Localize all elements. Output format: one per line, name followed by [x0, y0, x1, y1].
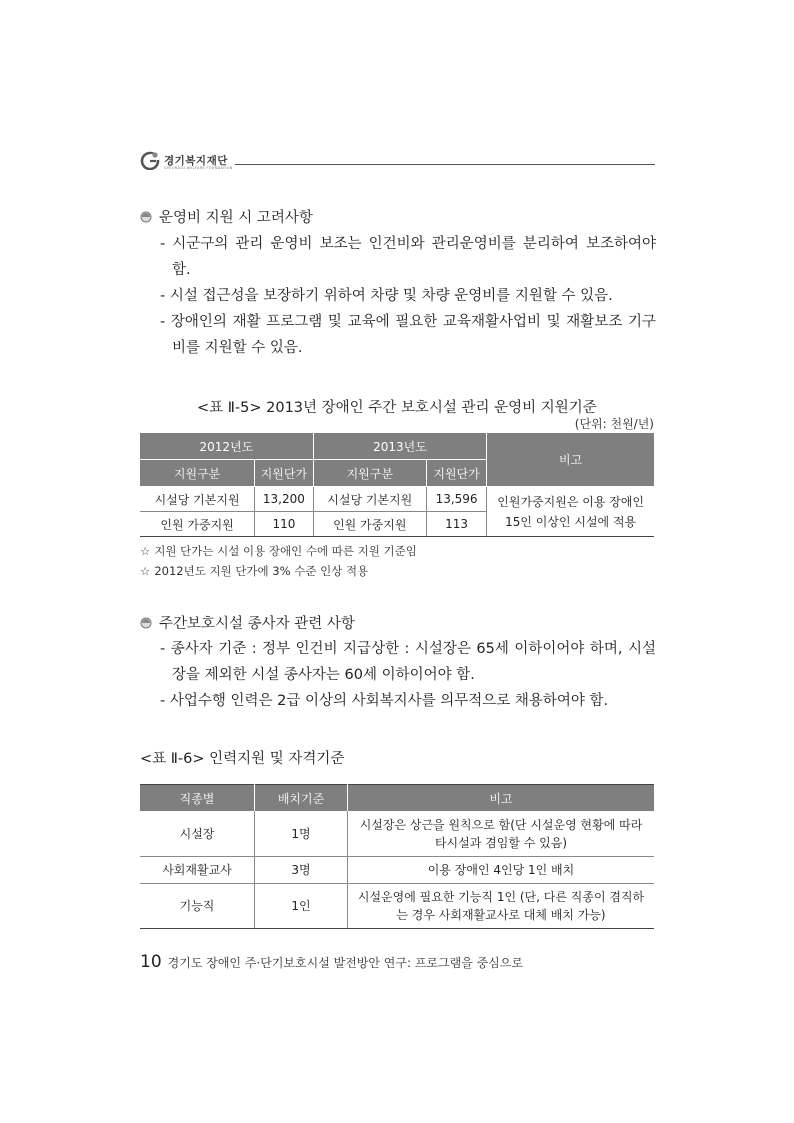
section2-item: - 사업수행 인력은 2급 이상의 사회복지사를 의무적으로 채용하여야 함.: [160, 693, 609, 709]
table-cell: 인원 가중지원: [140, 512, 255, 537]
table-row: [140, 884, 654, 929]
section2-heading-text: 주간보호시설 종사자 관련 사항: [159, 616, 355, 632]
footer-title: 경기도 장애인 주·단기보호시설 발전방안 연구: 프로그램을 중심으로: [167, 956, 523, 970]
table1-note: [140, 543, 417, 559]
table1-remark-header: 비고: [487, 433, 654, 487]
section1-item: - 장애인의 재활 프로그램 및 교육에 필요한 교육재활사업비 및 재활보조 기구비를 지원할 수 있음.: [160, 314, 656, 356]
star-icon: ☆: [140, 544, 151, 558]
table-cell: 이용 장애인 4인당 1인 배치: [348, 857, 655, 884]
star-icon: ☆: [140, 564, 151, 578]
table-cell: 13,596: [426, 487, 486, 512]
table-row: [140, 487, 654, 512]
foundation-logo-icon: [140, 150, 160, 170]
table-cell: 3명: [255, 857, 348, 884]
org-name: 경기복지재단: [164, 155, 228, 167]
table1-subheader: 지원구분: [313, 460, 426, 487]
section1-item: - 시군구의 관리 운영비 보조는 인건비와 관리운영비를 분리하여 보조하여야 함.: [160, 236, 656, 278]
section1-list: [160, 231, 656, 361]
page-footer: [140, 952, 523, 972]
section1-heading-text: 운영비 지원 시 고려사항: [159, 210, 313, 226]
table1-caption: <표 Ⅱ-5> 2013년 장애인 주간 보호시설 관리 운영비 지원기준: [197, 400, 597, 416]
table1-remark: 인원가중지원은 이용 장애인 15인 이상인 시설에 적용: [487, 487, 654, 537]
table1-note-text: 2012년도 지원 단가에 3% 수준 인상 적용: [154, 564, 369, 578]
table2-header: 배치기준: [255, 785, 348, 812]
table-cell: 시설장: [140, 811, 255, 857]
section2-list: [160, 636, 656, 714]
table2-caption: <표 Ⅱ-6> 인력지원 및 자격기준: [140, 751, 345, 767]
bullet-icon: [140, 617, 152, 629]
page-header: [140, 150, 655, 180]
table-cell: 113: [426, 512, 486, 537]
table-cell: 시설당 기본지원: [140, 487, 255, 512]
table1-year-a: 2012년도: [140, 433, 313, 460]
table1-note-text: 지원 단가는 시설 이용 장애인 수에 따른 지원 기준임: [154, 544, 417, 558]
org-subtitle: GYEONGGI WELFARE FOUNDATION: [164, 166, 233, 170]
table1-subheader: 지원단가: [426, 460, 486, 487]
table-cell: 기능직: [140, 884, 255, 929]
table-cell: 시설당 기본지원: [313, 487, 426, 512]
table-cell: 1인: [255, 884, 348, 929]
table1-unit: (단위: 천원/년): [574, 417, 654, 431]
section1-item: - 시설 접근성을 보장하기 위하여 차량 및 차량 운영비를 지원할 수 있음.: [160, 288, 613, 304]
table2-header: 직종별: [140, 785, 255, 812]
table-cell: 110: [255, 512, 313, 537]
table-row: [140, 857, 654, 884]
section2-heading: [140, 612, 355, 633]
table1-subheader: 지원구분: [140, 460, 255, 487]
table1-note: [140, 563, 368, 579]
table-cell: 시설운영에 필요한 기능직 1인 (단, 다른 직종이 겸직하는 경우 사회재활교사로 대체 배치 가능): [348, 884, 655, 929]
section1-heading: [140, 206, 313, 227]
table1: [140, 433, 654, 537]
table-cell: 사회재활교사: [140, 857, 255, 884]
table-cell: 인원 가중지원: [313, 512, 426, 537]
section2-item: - 종사자 기준 : 정부 인건비 지급상한 : 시설장은 65세 이하이어야 하며, 시설장을 제외한 시설 종사자는 60세 이하이어야 함.: [160, 641, 656, 683]
table-row: [140, 811, 654, 857]
table1-subheader: 지원단가: [255, 460, 313, 487]
bullet-icon: [140, 211, 152, 223]
table1-year-b: 2013년도: [313, 433, 487, 460]
table-cell: 시설장은 상근을 원칙으로 함(단 시설운영 현황에 따라 타시설과 겸임할 수 있음): [348, 811, 655, 857]
table-cell: 13,200: [255, 487, 313, 512]
table2-header: 비고: [348, 785, 655, 812]
page-number: 10: [140, 952, 162, 972]
table-cell: 1명: [255, 811, 348, 857]
header-rule: [235, 164, 655, 165]
table2: [140, 784, 654, 929]
